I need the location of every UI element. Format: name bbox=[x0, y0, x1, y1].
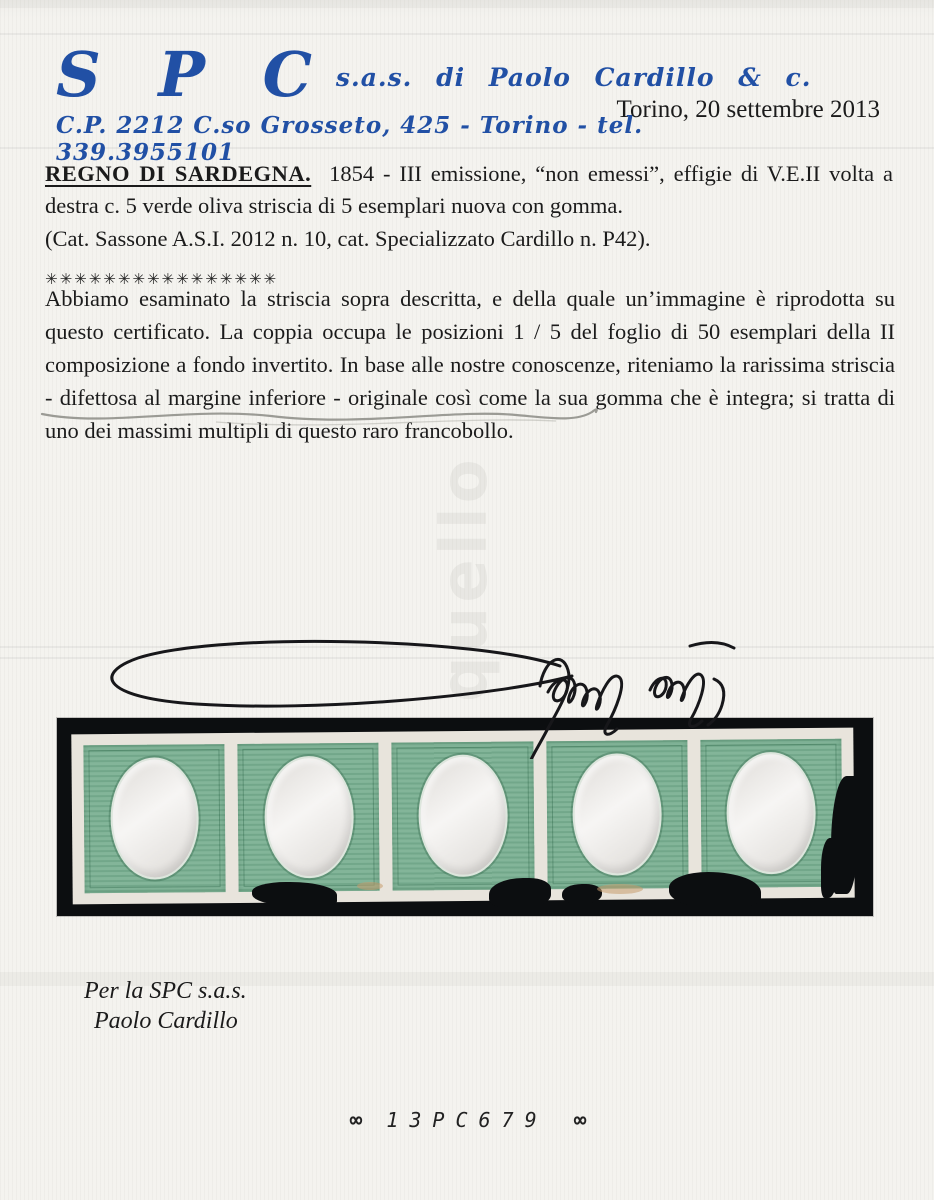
closing-signer-name: Paolo Cardillo bbox=[94, 1008, 238, 1034]
stain-mark bbox=[357, 882, 383, 890]
stamp-4 bbox=[546, 740, 688, 889]
catalog-reference: (Cat. Sassone A.S.I. 2012 n. 10, cat. Specializzato Cardillo n. P42). bbox=[45, 226, 651, 251]
tear-damage bbox=[489, 878, 551, 908]
effigy-oval bbox=[112, 759, 198, 878]
asterisk-separator: ✳✳✳✳✳✳✳✳✳✳✳✳✳✳✳✳ bbox=[45, 270, 279, 288]
scan-line-1 bbox=[0, 33, 934, 35]
description-body: 1854 - III emissione, “non emessi”, effigie di V.E.II volta a destra c. 5 verde oliva striscia di 5 esemplari nuova con gomma. bbox=[45, 161, 894, 218]
scan-edge-top bbox=[0, 0, 934, 8]
dateline: Torino, 20 settembre 2013 bbox=[616, 96, 880, 123]
expert-signature bbox=[78, 634, 758, 759]
closing-block bbox=[84, 976, 247, 1036]
effigy-oval bbox=[266, 758, 352, 877]
description-text bbox=[45, 158, 893, 222]
tear-damage bbox=[562, 884, 602, 904]
logo-address: C.P. 2212 C.so Grosseto, 425 - Torino - tel. 339.3955101 bbox=[56, 112, 644, 166]
stamp-1 bbox=[83, 744, 225, 893]
stain-mark bbox=[597, 884, 643, 894]
tear-damage bbox=[252, 882, 337, 906]
logo-row bbox=[56, 38, 812, 111]
certificate-code: 13PC679 bbox=[386, 1108, 548, 1132]
effigy-oval bbox=[420, 756, 506, 875]
ornament-right: ∞ bbox=[573, 1108, 585, 1132]
certificate-number bbox=[0, 1108, 934, 1132]
stamp-3 bbox=[392, 741, 534, 890]
pencil-squiggle-underline bbox=[36, 400, 616, 440]
stamp-2 bbox=[238, 743, 380, 892]
effigy-oval bbox=[729, 754, 815, 873]
effigy-oval bbox=[574, 755, 660, 874]
ornament-left: ∞ bbox=[349, 1108, 361, 1132]
description-paragraph bbox=[45, 158, 893, 295]
logo-suffix: s.a.s. di Paolo Cardillo & c. bbox=[335, 63, 812, 92]
spc-logo: S P C bbox=[56, 38, 330, 111]
description-lead: REGNO DI SARDEGNA. bbox=[45, 161, 312, 186]
faint-watermark: quello bbox=[428, 455, 502, 702]
closing-company: Per la SPC s.a.s. bbox=[84, 978, 247, 1004]
statement-paragraph: Abbiamo esaminato la striscia sopra descritta, e della quale un’immagine è riprodotta su questo certificato. La coppia occupa le posizioni 1 / 5 del foglio di 50 esemplari della II composizione a fondo invertito. In base alle nostre conoscenze, riteniamo la rarissima striscia - difettosa al margine inferiore - originale così come la sua gomma che è integra; si tratta di uno dei massimi multipli di questo raro francobollo. bbox=[45, 286, 895, 443]
